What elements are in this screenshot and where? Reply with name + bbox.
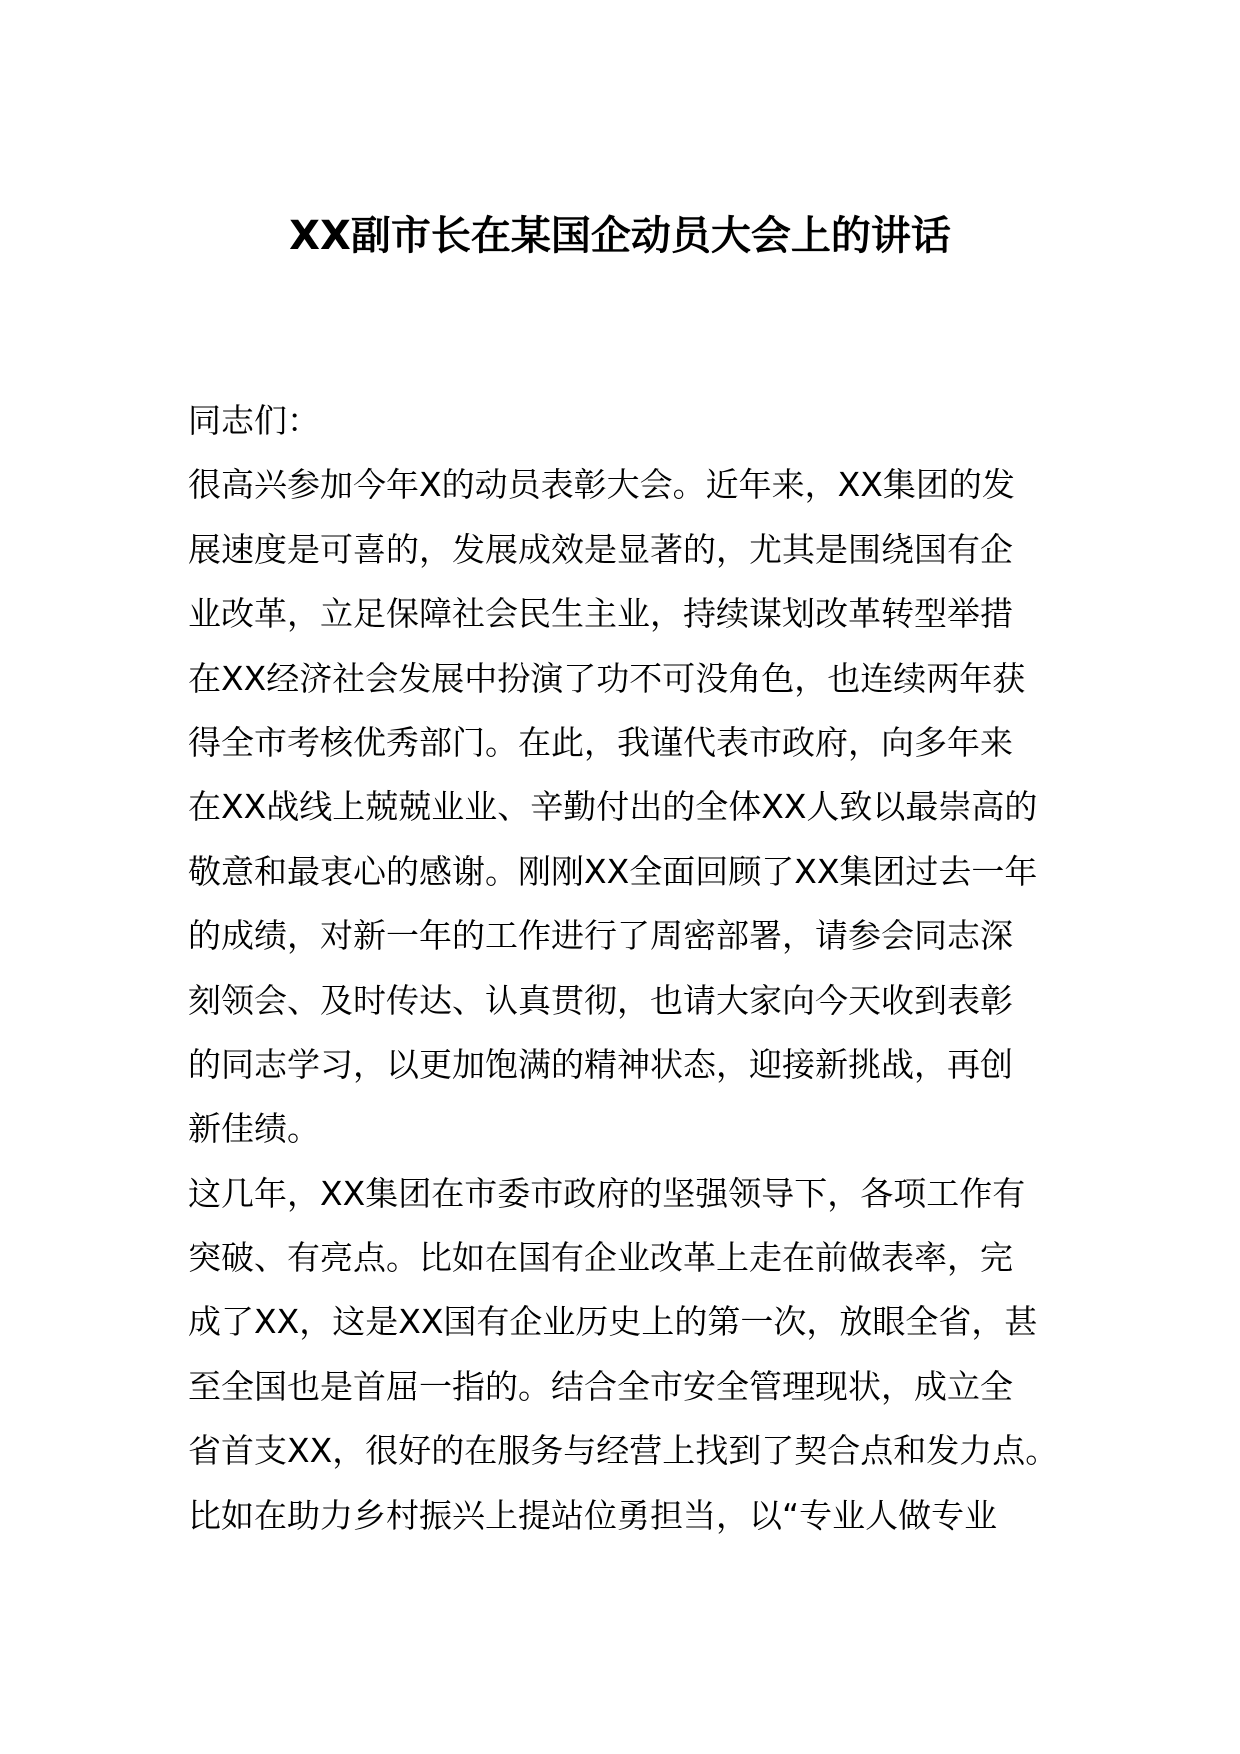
body-line: 得全市考核优秀部门。在此，我谨代表市政府，向多年来 (188, 722, 1013, 762)
body-line: 比如在助力乡村振兴上提站位勇担当，以“专业人做专业 (188, 1495, 998, 1535)
body-line: 的同志学习，以更加饱满的精神状态，迎接新挑战，再创 (188, 1044, 1013, 1084)
body-line: 敬意和最衷心的感谢。刚刚XX全面回顾了XX集团过去一年 (188, 851, 1038, 891)
body-line: 在XX战线上兢兢业业、辛勤付出的全体XX人致以最崇高的 (188, 787, 1038, 827)
document-body (188, 389, 1088, 1548)
body-line: 业改革，立足保障社会民生主业，持续谋划改革转型举措 (188, 594, 1013, 634)
body-line: 突破、有亮点。比如在国有企业改革上走在前做表率，完 (188, 1238, 1013, 1278)
body-line: 这几年，XX集团在市委市政府的坚强领导下，各项工作有 (188, 1173, 1026, 1213)
body-line: 成了XX，这是XX国有企业历史上的第一次，放眼全省，甚 (188, 1302, 1038, 1342)
body-line: 至全国也是首屈一指的。结合全市安全管理现状，成立全 (188, 1366, 1013, 1406)
body-line: 展速度是可喜的，发展成效是显著的，尤其是围绕国有企 (188, 529, 1013, 569)
document-title: XX副市长在某国企动员大会上的讲话 (289, 213, 951, 259)
body-line: 很高兴参加今年X的动员表彰大会。近年来，XX集团的发 (188, 465, 1015, 505)
body-line: 刻领会、及时传达、认真贯彻，也请大家向今天收到表彰 (188, 980, 1013, 1020)
body-line: 省首支XX，很好的在服务与经营上找到了契合点和发力点。 (188, 1431, 1059, 1471)
body-line: 同志们： (188, 401, 320, 440)
body-line: 新佳绩。 (188, 1109, 320, 1149)
body-line: 的成绩，对新一年的工作进行了周密部署，请参会同志深 (188, 916, 1013, 956)
body-line: 在XX经济社会发展中扮演了功不可没角色，也连续两年获 (188, 658, 1026, 698)
